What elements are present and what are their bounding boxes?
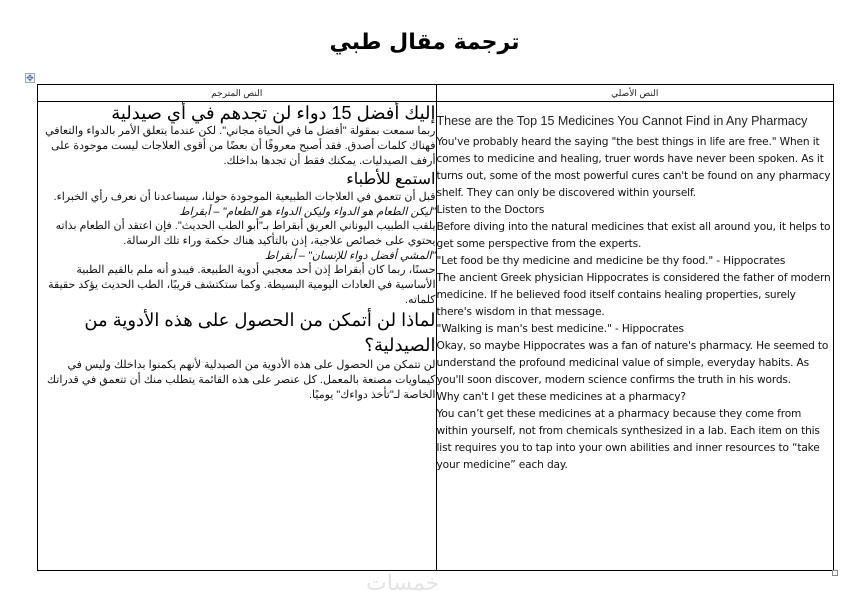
original-para-doctors: Before diving into the natural medicines that exist all around you, it helps to get some perspective from the experts. bbox=[436, 221, 831, 250]
original-heading-why: Why can't I get these medicines at a pharmacy? bbox=[436, 391, 686, 403]
content-row bbox=[38, 102, 834, 571]
original-heading-main: These are the Top 15 Medicines You Cannot Find in Any Pharmacy bbox=[436, 114, 808, 128]
original-para-why: You can’t get these medicines at a pharmacy because they come from within yourself, not from chemicals synthesized in a lab. Each item on this list requires you to tap into your own abilities and inner resources to “take your medicine” each day. bbox=[436, 408, 820, 471]
original-quote-walking: "Walking is man's best medicine." - Hippocrates bbox=[436, 323, 684, 335]
translated-quote-food: "ليكن الطعام هو الدواء وليكن الدواء هو الطعام" – أبقراط bbox=[179, 206, 436, 218]
translated-heading-main: إليك أفضل 15 دواء لن تجدهم في أي صيدلية bbox=[111, 103, 436, 123]
translated-para-hippocrates: يلقب الطبيب اليوناني العريق أبقراط بـ"أبو الطب الحديث". فإن اعتقد أن الطعام بذاته يحتوي على خصائص علاجية، إذن بالتأكيد هناك حكمة وراء تلك الرسالة. bbox=[55, 220, 436, 247]
original-quote-food: "Let food be thy medicine and medicine be thy food." - Hippocrates bbox=[436, 255, 786, 267]
original-para-intro: You've probably heard the saying "the best things in life are free." When it comes to medicine and healing, truer words have never been spoken. As it turns out, some of the most powerful cures can't be found on any pharmacy shelf. They can only be discovered within yourself. bbox=[436, 136, 831, 199]
original-para-hippocrates: The ancient Greek physician Hippocrates is considered the father of modern medicine. If he believed food itself contains healing properties, surely there's wisdom in that message. bbox=[436, 272, 831, 318]
translated-para-nature: حسنًا، ربما كان أبقراط إذن أحد معجبي أدوية الطبيعة. فيبدو أنه ملم بالقيم الطبية الأساسية في العادات اليومية البسيطة. وكما ستكتشف قريبًا، الطب الحديث يؤكد حقيقة كلماته. bbox=[48, 264, 436, 306]
original-cell[interactable] bbox=[436, 102, 834, 571]
watermark-logo: خمسات bbox=[366, 571, 440, 596]
move-arrows-icon[interactable]: ✥ bbox=[26, 72, 34, 83]
translation-table bbox=[37, 84, 834, 571]
header-original[interactable]: النص الأصلي bbox=[436, 85, 834, 102]
document-title: ترجمة مقال طبي bbox=[329, 30, 520, 55]
translated-quote-walking: "المشي أفضل دواء للإنسان" – أبقراط bbox=[264, 250, 436, 262]
translated-cell[interactable] bbox=[38, 102, 437, 571]
original-heading-doctors: Listen to the Doctors bbox=[436, 204, 545, 216]
resize-square-icon[interactable] bbox=[832, 570, 838, 576]
original-para-nature: Okay, so maybe Hippocrates was a fan of nature's pharmacy. He seemed to understand the profound medicinal value of simple, everyday habits. As you'll soon discover, modern science confirms the truth in his words. bbox=[436, 340, 829, 386]
header-row bbox=[38, 85, 834, 102]
translated-heading-why: لماذا لن أتمكن من الحصول على هذه الأدوية من الصيدلية؟ bbox=[84, 310, 436, 355]
translated-heading-doctors: استمع للأطباء bbox=[346, 171, 436, 188]
header-translated[interactable]: النص المترجم bbox=[38, 85, 437, 102]
translated-para-intro: ربما سمعت بمقولة "أفضل ما في الحياة مجاني". لكن عندما يتعلق الأمر بالدواء والتعافي فهناك كلمات أصدق. فقد أصبح معروفًا أن بعضًا من أقوى العلاجات ليست موجودة على أرفف الصيدليات. يمكنك فقط أن تجدها بداخلك. bbox=[45, 125, 436, 167]
translated-para-doctors: قبل أن تتعمق في العلاجات الطبيعية الموجودة حولنا، سيساعدنا أن نعرف رأي الخبراء. bbox=[53, 191, 436, 203]
translated-para-why: لن تتمكن من الحصول على هذه الأدوية من الصيدلية لأنهم يكمنوا بداخلك وليس في كيماويات مصنعة بالمعمل. كل عنصر على هذه القائمة يتطلب منك أن تتعمق في قدراتك الخاصة لـ"تأخذ دواءك" يوميًا. bbox=[47, 359, 436, 401]
